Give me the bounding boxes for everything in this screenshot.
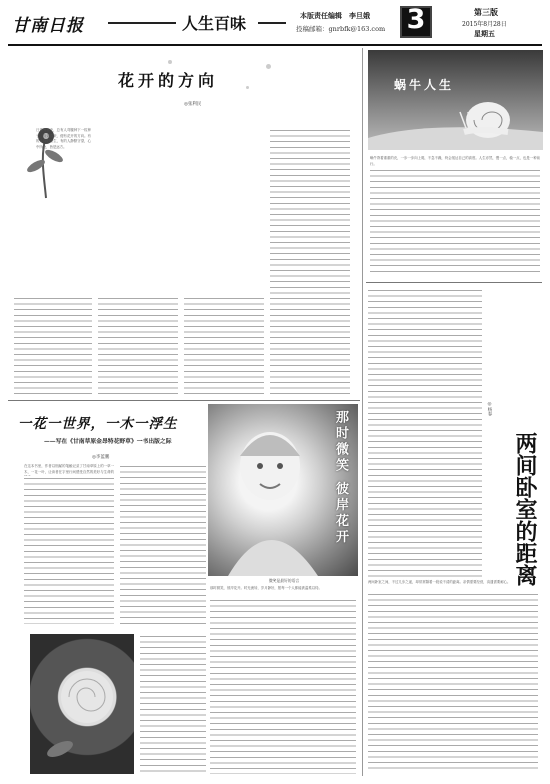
article-body-col — [120, 464, 206, 624]
article-body-col — [270, 128, 350, 396]
article-title: 一花一世界，一木一浮生 — [18, 416, 178, 432]
rose-photo — [30, 634, 134, 774]
masthead — [0, 0, 550, 44]
article-subtitle: ——写在《甘南草原金昂特花野草》一书出版之际 — [44, 439, 172, 445]
decorative-dots — [166, 58, 276, 98]
article-author: ◎杨春 — [487, 402, 492, 416]
article-body: 两间卧室之间，不过几步之遥，却常常隔着一段说不清的距离。亲情需要经营，沟通需要耐心。 — [368, 580, 511, 584]
article-body-col — [140, 634, 206, 774]
article-body-col — [24, 476, 114, 624]
email-line: 投稿邮箱：gnrbfk@163.com — [296, 25, 386, 33]
editor-line: 本版责任编辑 李旦娥 — [300, 11, 370, 20]
photo-article-col — [210, 598, 356, 774]
article-body-col — [14, 296, 92, 396]
issue-date: 2015年8月28日 — [462, 21, 507, 28]
article-title: 花开的方向 — [118, 71, 219, 90]
edition-label: 第三版 — [474, 7, 498, 17]
photo-vertical-text: 那时微笑 彼岸花开 — [333, 410, 348, 546]
weekday: 星期五 — [474, 29, 495, 38]
article-body-col — [370, 168, 540, 276]
article-snail-life — [366, 48, 544, 280]
article-body-col — [98, 296, 178, 396]
article-body: 蜗牛背着重重的壳，一步一步向上爬，不急不躁，终会抵达自己的高度。人生亦然，慢一点，稳一点，也是一种前行。 — [370, 156, 540, 166]
page-number: 3 — [406, 4, 426, 35]
snail-photo — [368, 50, 543, 150]
article-title-vertical: 两间卧室的距离 — [512, 432, 538, 586]
article-two-bedrooms — [362, 284, 544, 776]
article-flower-direction — [8, 48, 359, 398]
article-author: ◎李蓝鹏 — [92, 455, 110, 460]
photo-article-body: 那时微笑，彼岸花开。时光流转，岁月静好，愿每一个人都能被温柔以待。 — [210, 586, 322, 590]
photo-caption: 微笑是最好的语言 — [268, 578, 300, 583]
article-body-col — [368, 592, 538, 772]
article-body-col — [184, 296, 264, 396]
article-body-col — [368, 288, 482, 578]
newspaper-logo: 甘南日报 — [12, 16, 84, 36]
article-title: 蜗牛人生 — [394, 78, 455, 92]
article-body: 日常劳作中，总有人弯腰种下一粒种子，待到春来，便有花开的方向。有的人向阳而生，有的人静默守望，心中所念，皆是远方。 — [36, 128, 91, 149]
article-body: 在这本书里，作者以细腻的笔触记录了甘南草原上的一草一木，一花一叶，让读者在字里行间感受自然的美好与生命的 — [24, 464, 114, 474]
section-title: 人生百味 — [182, 14, 247, 33]
article-author: ◎张利民 — [184, 102, 202, 107]
